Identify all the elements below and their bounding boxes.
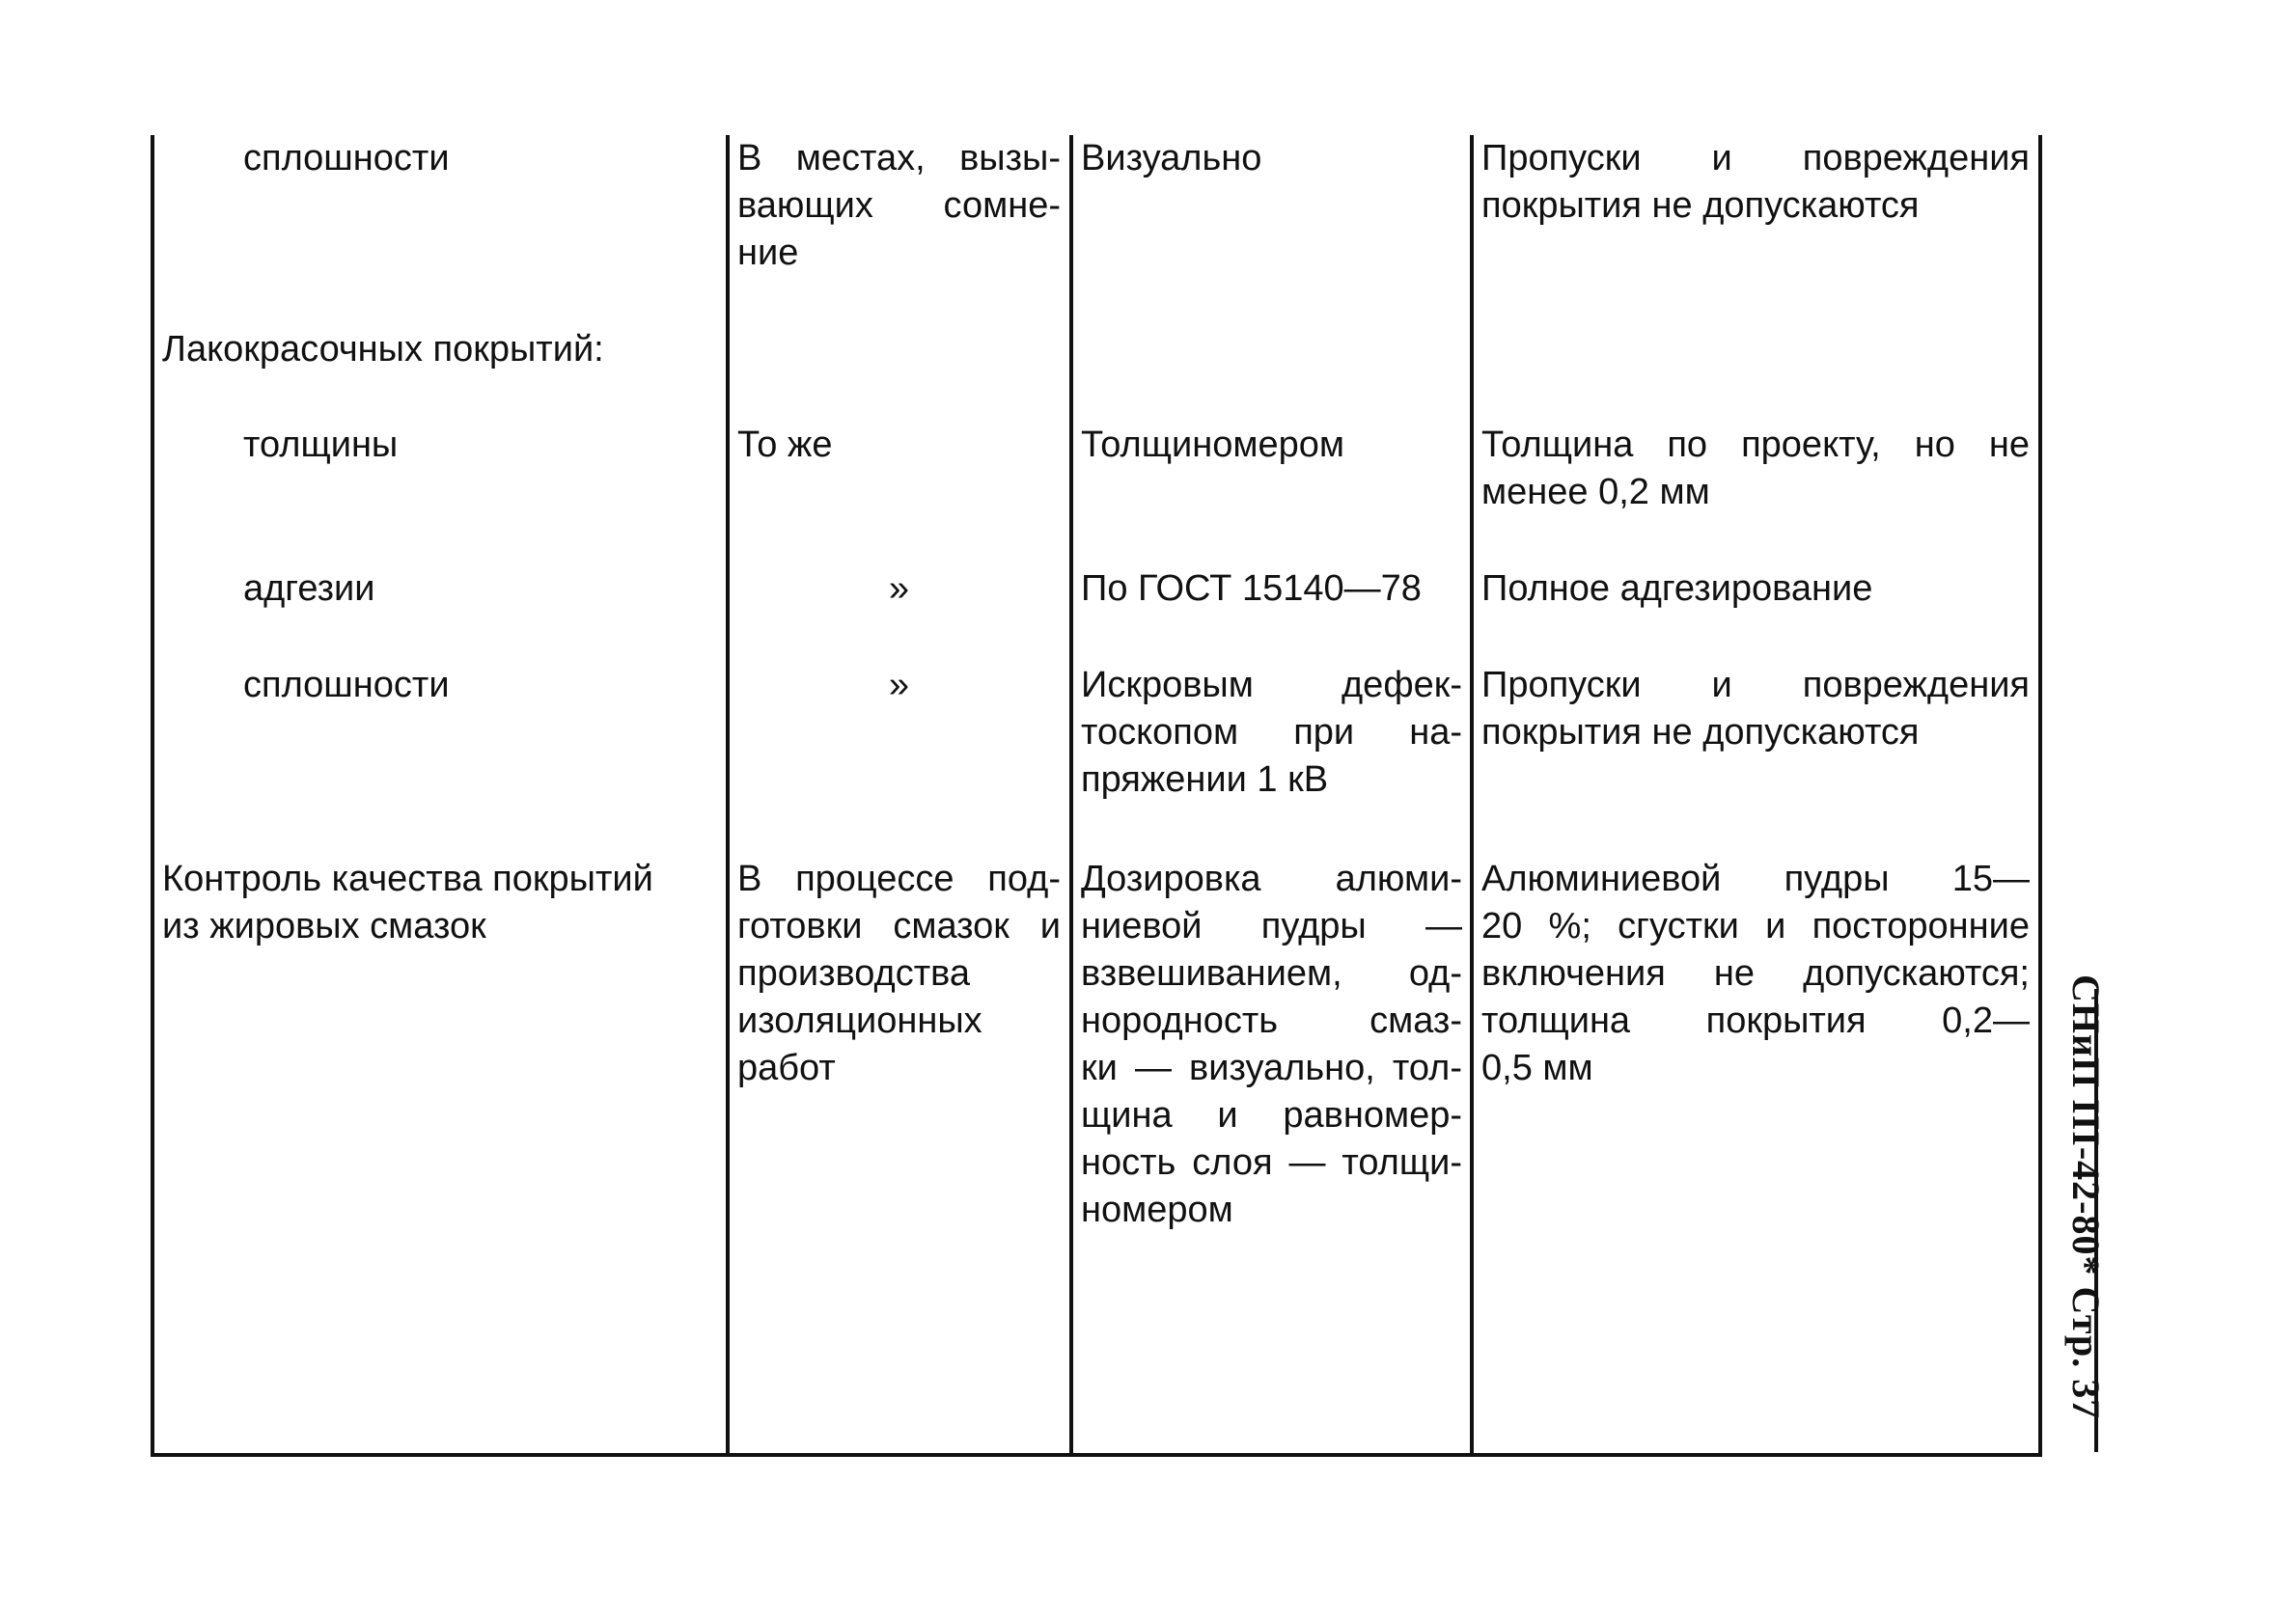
cell-line: сплошности [243, 665, 450, 705]
cell-line: 0,5 мм [1481, 1048, 1593, 1088]
cell-r1-c3 [1081, 135, 1462, 182]
cell-line: ность слоя — толщи- [1081, 1142, 1462, 1183]
cell-line: Дозировка алюми- [1081, 859, 1462, 899]
cell-r6-c4 [1481, 856, 2030, 1092]
cell-line: То же [737, 425, 833, 465]
cell-line: изоляционных [737, 1001, 982, 1041]
cell-r4-c4 [1481, 565, 2030, 613]
cell-line: Алюминиевой пудры 15— [1481, 859, 2030, 899]
cell-line: пряжении 1 кВ [1081, 759, 1329, 800]
cell-r6-c2 [737, 856, 1061, 1092]
cell-line: покрытия не допускаются [1481, 712, 1920, 753]
cell-line: вающих сомне- [737, 185, 1061, 226]
cell-r1-c4 [1481, 135, 2030, 230]
cell-line: номером [1081, 1190, 1233, 1230]
side-header [2064, 974, 2157, 1476]
cell-line: В процессе под- [737, 859, 1061, 899]
table-border-col2 [726, 135, 730, 1457]
cell-line: включения не допускаются; [1481, 953, 2030, 994]
cell-line: толщина покрытия 0,2— [1481, 1001, 2030, 1041]
cell-line: » [888, 665, 910, 705]
cell-line: Толщина по проекту, но не [1481, 425, 2030, 465]
cell-line: взвешиванием, од- [1081, 953, 1462, 994]
cell-line: покрытия не допускаются [1481, 185, 1920, 226]
cell-line: Пропуски и повреждения [1481, 665, 2030, 705]
cell-r5-c3 [1081, 662, 1462, 804]
cell-r4-c2 [737, 565, 1061, 613]
cell-line: Визуально [1081, 138, 1262, 178]
cell-line: тоскопом при на- [1081, 712, 1462, 753]
cell-line: производства [737, 953, 971, 994]
cell-line: работ [737, 1048, 836, 1088]
page-header-text: СНиП III-42-80* Стр. 37 [2064, 974, 2108, 1420]
table-border-left [151, 135, 154, 1457]
cell-r6-c3 [1081, 856, 1462, 1234]
cell-line: нородность смаз- [1081, 1001, 1462, 1041]
cell-line: из жировых смазок [162, 906, 486, 946]
cell-r5-c2 [737, 662, 1061, 709]
cell-r4-c1 [243, 565, 717, 613]
cell-line: адгезии [243, 568, 375, 609]
cell-line: ки — визуально, тол- [1081, 1048, 1462, 1088]
table-border-bottom [151, 1453, 2042, 1457]
cell-r1-c1 [243, 135, 717, 182]
cell-r3-c2 [737, 422, 1061, 469]
cell-line: Контроль качества покрытий [162, 859, 653, 899]
cell-line: ние [737, 233, 799, 273]
cell-r3-c4 [1481, 422, 2030, 516]
table-border-col4 [1470, 135, 1474, 1457]
cell-line: толщины [243, 425, 399, 465]
cell-line: В местах, вызы- [737, 138, 1061, 178]
cell-r5-c4 [1481, 662, 2030, 756]
cell-r5-c1 [243, 662, 717, 709]
cell-r6-c1 [162, 856, 717, 950]
cell-line: » [888, 568, 910, 609]
table-border-col3 [1069, 135, 1073, 1457]
cell-line: Пропуски и повреждения [1481, 138, 2030, 178]
cell-r4-c3 [1081, 565, 1462, 613]
cell-r2-c1 [162, 326, 717, 373]
cell-line: Лакокрасочных покрытий: [162, 329, 604, 370]
cell-line: Полное адгезирование [1481, 568, 1873, 609]
cell-line: сплошности [243, 138, 450, 178]
table-border-right [2038, 135, 2042, 1457]
cell-line: 20 %; сгустки и посторонние [1481, 906, 2030, 946]
cell-r1-c2 [737, 135, 1061, 277]
cell-line: Толщиномером [1081, 425, 1344, 465]
cell-line: готовки смазок и [737, 906, 1061, 946]
cell-line: Искровым дефек- [1081, 665, 1462, 705]
cell-r3-c1 [243, 422, 717, 469]
cell-line: По ГОСТ 15140—78 [1081, 568, 1422, 609]
cell-line: менее 0,2 мм [1481, 472, 1710, 512]
cell-line: ниевой пудры — [1081, 906, 1462, 946]
cell-line: щина и равномер- [1081, 1095, 1462, 1136]
cell-r3-c3 [1081, 422, 1462, 469]
